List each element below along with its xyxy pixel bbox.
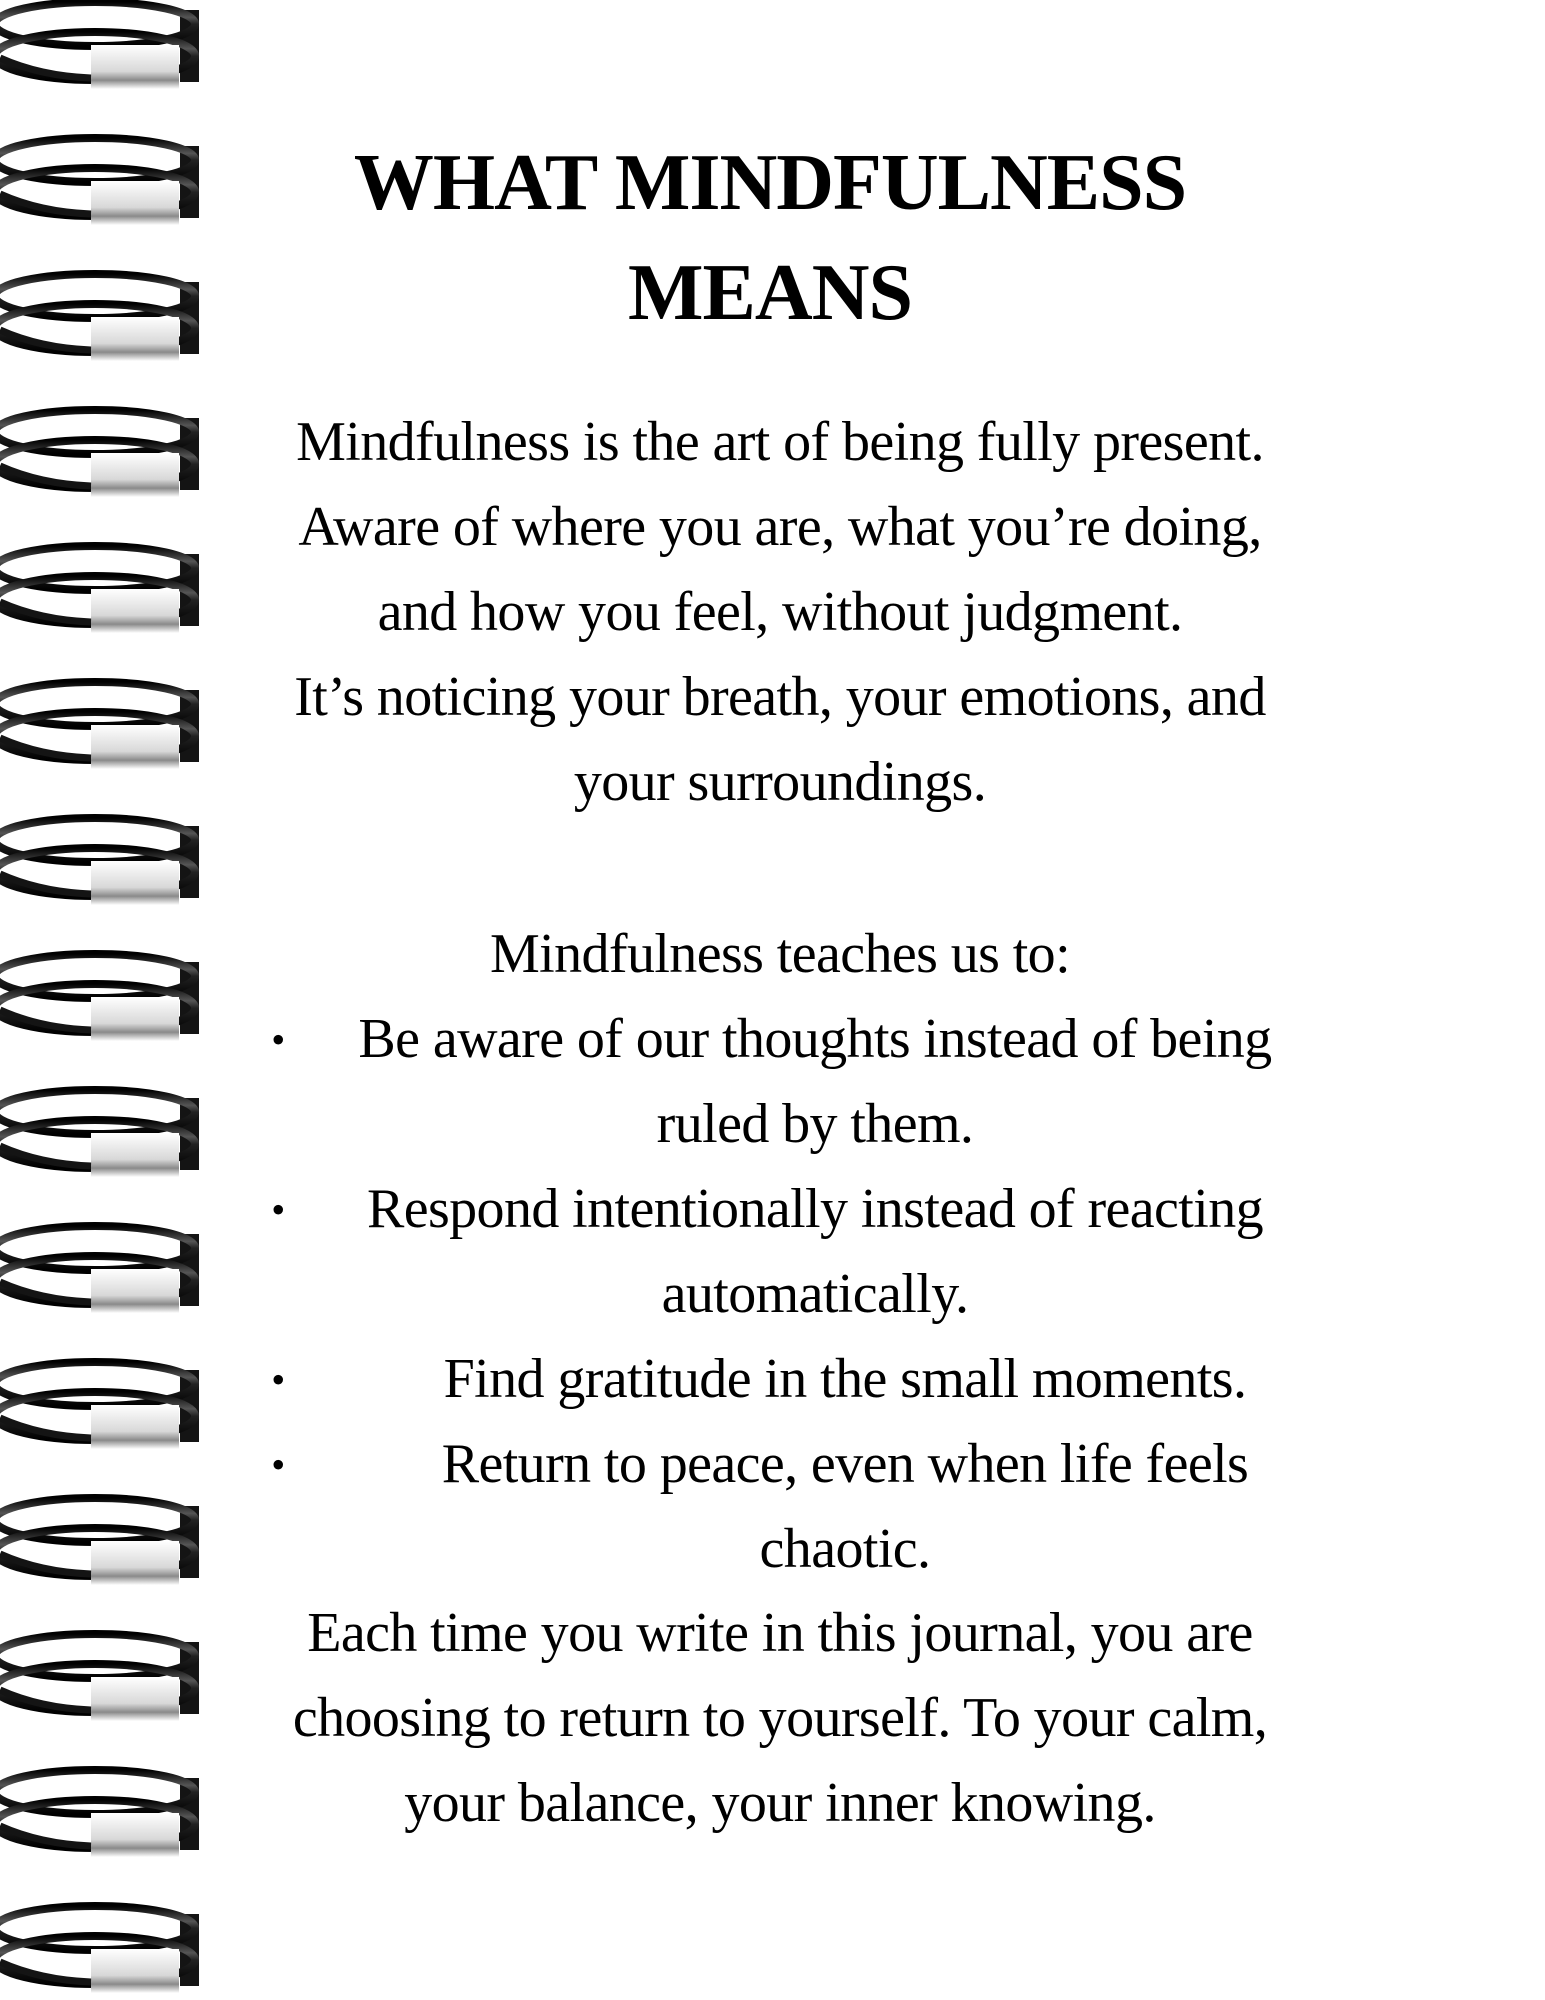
- list-intro-text: Mindfulness teaches us to:: [489, 923, 1071, 985]
- paragraph-line: It’s noticing your breath, your emotions, and: [294, 666, 1266, 728]
- spiral-ring-icon: [0, 950, 200, 1042]
- spiral-ring-icon: [0, 0, 200, 90]
- spiral-ring-icon: [0, 542, 200, 634]
- teachings-list: [250, 997, 1340, 1592]
- spiral-ring-icon: [0, 1086, 200, 1178]
- definition-paragraph: [220, 400, 1340, 825]
- list-intro: [220, 912, 1340, 997]
- spiral-ring-icon: [0, 814, 200, 906]
- list-item: [250, 1167, 1340, 1337]
- page-title: [230, 128, 1310, 348]
- spiral-ring-icon: [0, 1630, 200, 1722]
- title-line-1: WHAT MINDFULNESS: [353, 139, 1187, 227]
- list-item-line: chaotic.: [759, 1518, 931, 1580]
- paragraph-line: your balance, your inner knowing.: [404, 1772, 1156, 1834]
- spiral-binding: [0, 0, 205, 2000]
- spiral-ring-icon: [0, 134, 200, 226]
- closing-paragraph: [220, 1591, 1340, 1846]
- bullet-icon: •: [271, 1017, 285, 1062]
- list-item-line: automatically.: [661, 1263, 969, 1325]
- bullet-icon: •: [271, 1357, 285, 1402]
- paragraph-line: choosing to return to yourself. To your calm,: [292, 1687, 1268, 1749]
- list-item: [250, 1337, 1340, 1422]
- list-item: [250, 1422, 1340, 1592]
- list-item-line: Find gratitude in the small moments.: [443, 1348, 1247, 1410]
- spiral-ring-icon: [0, 1222, 200, 1314]
- paragraph-line: and how you feel, without judgment.: [377, 581, 1183, 643]
- bullet-icon: •: [271, 1187, 285, 1232]
- list-item-line: Be aware of our thoughts instead of being: [358, 1008, 1272, 1070]
- list-item: [250, 997, 1340, 1167]
- spiral-ring-icon: [0, 406, 200, 498]
- paragraph-line: Mindfulness is the art of being fully present.: [296, 411, 1264, 473]
- spiral-ring-icon: [0, 1902, 200, 1994]
- spiral-ring-icon: [0, 678, 200, 770]
- title-line-2: MEANS: [628, 249, 912, 337]
- list-item-line: ruled by them.: [656, 1093, 974, 1155]
- paragraph-line: Aware of where you are, what you’re doing,: [298, 496, 1262, 558]
- spiral-ring-icon: [0, 1494, 200, 1586]
- list-item-line: Respond intentionally instead of reacting: [366, 1178, 1264, 1240]
- spiral-ring-icon: [0, 1766, 200, 1858]
- spiral-ring-icon: [0, 270, 200, 362]
- paragraph-line: your surroundings.: [573, 751, 987, 813]
- spiral-ring-icon: [0, 1358, 200, 1450]
- bullet-icon: •: [271, 1442, 285, 1487]
- list-item-line: Return to peace, even when life feels: [441, 1433, 1249, 1495]
- paragraph-line: Each time you write in this journal, you are: [307, 1602, 1253, 1664]
